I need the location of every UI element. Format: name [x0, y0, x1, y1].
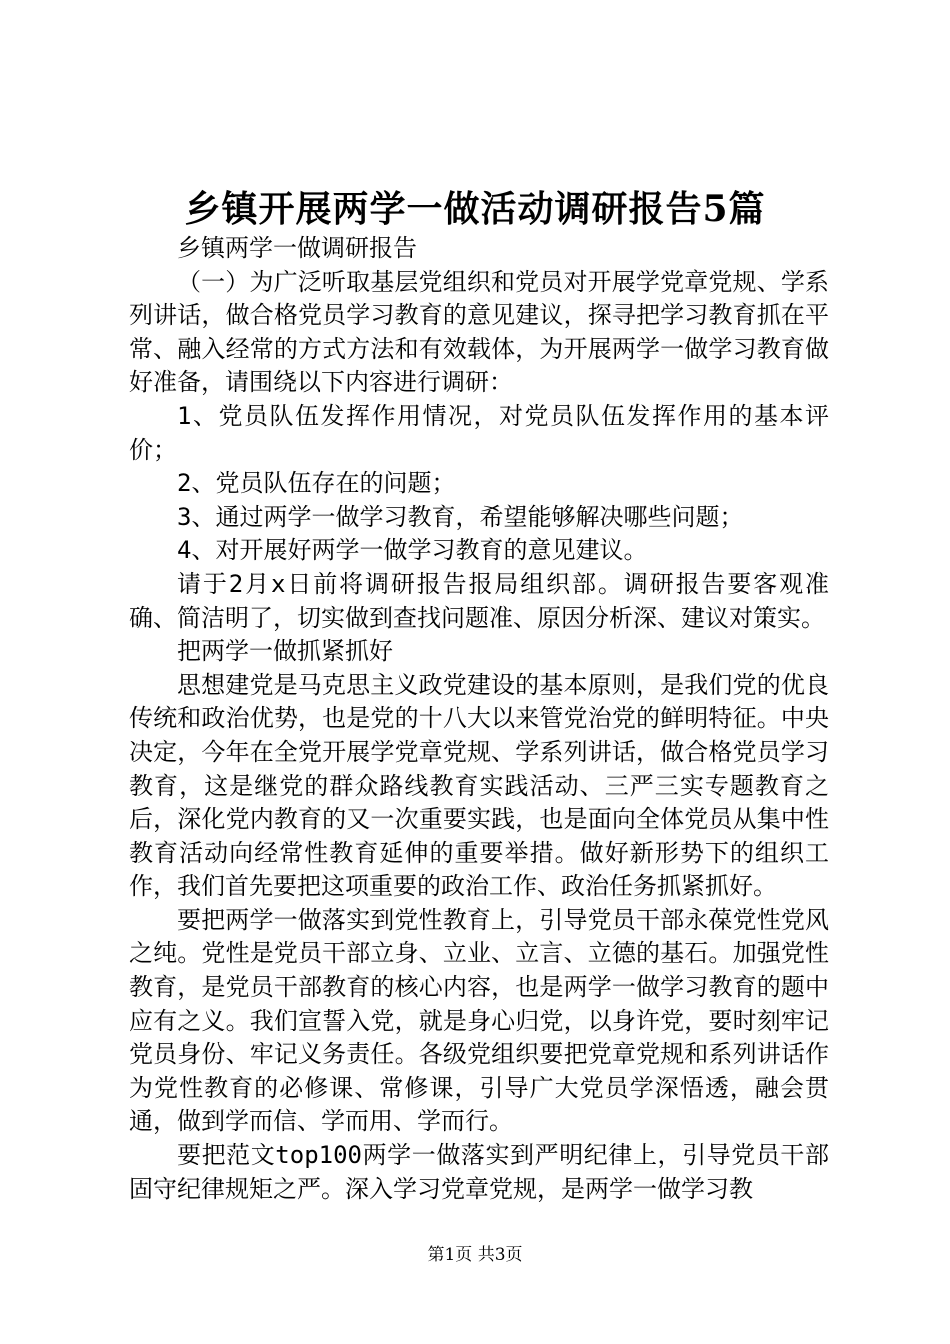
- list-item: 3、通过两学一做学习教育，希望能够解决哪些问题；: [177, 502, 744, 531]
- section-heading: 把两学一做抓紧抓好: [177, 637, 393, 666]
- paragraph: 要把两学一做落实到党性教育上，引导党员干部永葆党性党风之纯。党性是党员干部立身、立业、立言、立德的基石。加强党性教育，是党员干部教育的核心内容，也是两学一做学习教育的题中应有之义。我们宣誓入党，就是身心归党，以身许党，要时刻牢记党员身份、牢记义务责任。各级党组织要把党章党规和系列讲话作为党性教育的必修课、常修课，引导广大党员学深悟透，融会贯通，做到学而信、学而用、学而行。: [129, 905, 829, 1136]
- paragraph: （一）为广泛听取基层党组织和党员对开展学党章党规、学系列讲话，做合格党员学习教育的意见建议，探寻把学习教育抓在平常、融入经常的方式方法和有效载体，为开展两学一做学习教育做好准备，请围绕以下内容进行调研：: [129, 267, 829, 397]
- list-item: 1、党员队伍发挥作用情况，对党员队伍发挥作用的基本评价；: [129, 401, 829, 464]
- list-item: 4、对开展好两学一做学习教育的意见建议。: [177, 536, 648, 565]
- document-body: [129, 232, 829, 1206]
- list-item: 2、党员队伍存在的问题；: [177, 469, 456, 498]
- paragraph: 要把范文top100两学一做落实到严明纪律上，引导党员干部固守纪律规矩之严。深入学习党章党规，是两学一做学习教: [129, 1141, 829, 1203]
- paragraph-subtitle: 乡镇两学一做调研报告: [177, 234, 417, 262]
- document-title: 乡镇开展两学一做活动调研报告5篇: [184, 188, 766, 230]
- paragraph: 思想建党是马克思主义政党建设的基本原则，是我们党的优良传统和政治优势，也是党的十八大以来管党治党的鲜明特征。中央决定，今年在全党开展学党章党规、学系列讲话，做合格党员学习教育，这是继党的群众路线教育实践活动、三严三实专题教育之后，深化党内教育的又一次重要实践，也是面向全体党员从集中性教育活动向经常性教育延伸的重要举措。做好新形势下的组织工作，我们首先要把这项重要的政治工作、政治任务抓紧抓好。: [129, 670, 829, 901]
- paragraph: 请于2月x日前将调研报告报局组织部。调研报告要客观准确、简洁明了，切实做到查找问题准、原因分析深、建议对策实。: [129, 569, 829, 632]
- page-footer: 第1页 共3页: [427, 1245, 523, 1265]
